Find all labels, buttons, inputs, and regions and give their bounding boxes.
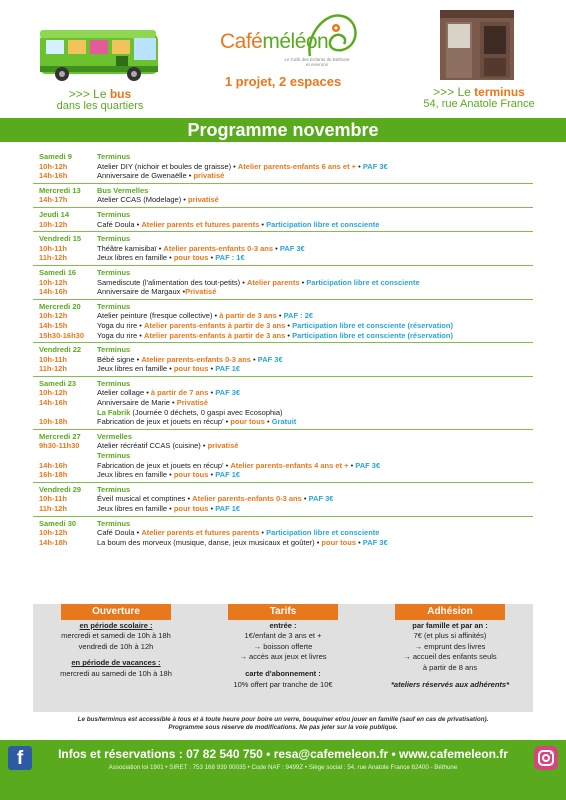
event-text: •	[208, 504, 216, 513]
event-text: •	[355, 537, 363, 547]
event-text: •	[208, 470, 216, 480]
event-time: 14h-16h	[39, 398, 68, 408]
price-tag: PAF 1€	[215, 470, 241, 480]
event-time: 10h-12h	[39, 161, 68, 171]
event-text: La boum des morveux (musique, danse, jeux musicaux et goûter) •	[97, 537, 322, 547]
price-tag: PAF 3€	[279, 243, 305, 253]
day-name: Mercredi 20	[39, 301, 81, 311]
event-time: 14h-16h	[39, 171, 68, 181]
event-time: 14h-16h	[39, 460, 68, 470]
event-description	[97, 398, 533, 408]
event-text: •	[273, 243, 280, 253]
contact-line: Infos et réservations : 07 82 540 750 • resa@cafemeleon.fr • www.cafemeleon.fr	[58, 747, 508, 761]
day-location: Terminus	[97, 267, 131, 277]
bus-illustration	[38, 20, 162, 84]
audience-tag: Privatisé	[185, 287, 217, 297]
event-description	[97, 162, 533, 172]
event-row	[33, 470, 533, 480]
day-location: Vermelles	[97, 431, 133, 441]
event-time: 10h-12h	[39, 388, 68, 398]
day-block	[33, 150, 533, 183]
event-text: •	[264, 417, 272, 427]
day-location: Terminus	[97, 345, 131, 355]
day-block	[33, 429, 533, 482]
audience-tag: privatisé	[188, 195, 219, 205]
logo-word-2: méléon	[262, 30, 329, 53]
logo-wordmark	[220, 30, 328, 54]
event-description	[97, 311, 533, 321]
terminus-caption	[404, 86, 554, 110]
event-description	[97, 331, 533, 341]
day-name: Samedi 16	[39, 267, 77, 277]
event-description	[97, 171, 533, 181]
event-row	[33, 162, 533, 172]
event-description	[97, 461, 533, 471]
venue-tag: La Fabrik	[97, 407, 131, 417]
info-ouverture	[33, 604, 199, 712]
audience-tag: à partir de 3 ans	[219, 311, 277, 321]
event-text: Atelier DIY (nichoir et boules de graisse) •	[97, 161, 238, 171]
event-row	[33, 287, 533, 297]
event-text: Jeux libres en famille •	[97, 470, 174, 480]
day-header-row	[33, 519, 533, 529]
ouverture-line-2: vendredi de 10h à 12h	[78, 641, 154, 651]
day-header-row	[33, 379, 533, 389]
day-header-row	[33, 210, 533, 220]
day-header-row	[33, 345, 533, 355]
event-text: Fabrication de jeux et jouets en récup' •	[97, 417, 231, 427]
tarifs-line-1: 1€/enfant de 3 ans et +	[244, 631, 322, 641]
event-description	[97, 408, 533, 418]
tarifs-line-3: → accès aux jeux et livres	[239, 652, 327, 662]
tarifs-heading-card: carte d'abonnement :	[245, 668, 321, 678]
logo-tagline: Le Café des Enfants de Béthune et environs	[284, 57, 350, 67]
event-text: Café Doula •	[97, 219, 142, 229]
event-description	[97, 195, 533, 205]
event-text: •	[276, 311, 284, 321]
day-name: Jeudi 14	[39, 209, 70, 219]
day-block	[33, 183, 533, 207]
disclaimer-line-1: Le bus/terminus est accessible à tous et à toute heure pour boire un verre, bouquiner et/ou jouer en famille (sauf en cas de privatisation).	[77, 716, 489, 723]
event-text: Anniversaire de Margaux •	[97, 287, 186, 297]
event-description	[97, 441, 533, 451]
adhesion-line-4: à partir de 8 ans	[422, 662, 478, 672]
day-name: Samedi 9	[39, 152, 72, 161]
event-description	[97, 287, 533, 297]
day-name: Vendredi 15	[39, 234, 82, 244]
audience-tag: Atelier parents et futures parents	[141, 219, 260, 229]
legal-line: Association loi 1901 • SIRET : 753 168 939 00035 • Code NAF : 9499Z • Siège social : 54, rue Anatole France 62400 - Béthune	[108, 764, 458, 771]
day-location: Terminus	[97, 484, 131, 494]
event-row	[33, 321, 533, 331]
event-location: Terminus	[97, 451, 131, 461]
day-name: Vendredi 29	[39, 484, 82, 494]
bus-caption-bold: bus	[109, 87, 132, 101]
event-description	[97, 538, 533, 548]
event-text: Théâtre kamisibaï •	[97, 243, 164, 253]
logo-word-1: Café	[220, 30, 263, 53]
audience-tag: Atelier parents-enfants à partir de 3 ans	[143, 330, 286, 340]
adhesion-line-3: → accueil des enfants seuls	[403, 652, 497, 662]
instagram-icon[interactable]	[534, 746, 558, 770]
audience-tag: Atelier parents	[246, 277, 300, 287]
audience-tag: pour tous	[321, 537, 356, 547]
header-tagline: 1 projet, 2 espaces	[224, 74, 342, 89]
event-text: Yoga du rire •	[97, 320, 144, 330]
bus-caption	[38, 88, 162, 112]
price-tag: PAF 1€	[215, 504, 241, 513]
event-description	[97, 417, 533, 427]
audience-tag: à partir de 7 ans	[150, 388, 209, 398]
event-description	[97, 220, 533, 230]
disclaimer-line-2: Programme sous réserve de modifications. Ne pas jeter sur la voie publique.	[168, 724, 398, 731]
event-time: 11h-12h	[39, 504, 67, 513]
event-row	[33, 461, 533, 471]
event-description	[97, 278, 533, 288]
day-header-row	[33, 186, 533, 196]
tarifs-title: Tarifs	[228, 604, 338, 620]
day-name: Samedi 30	[39, 518, 77, 528]
event-text: Atelier peinture (fresque collective) •	[97, 311, 220, 321]
day-name: Mercredi 27	[39, 431, 81, 441]
audience-tag: privatisé	[193, 171, 225, 181]
terminus-caption-bold: terminus	[474, 85, 525, 99]
price-tag: Gratuit	[271, 417, 297, 427]
day-block	[33, 299, 533, 342]
day-name: Mercredi 13	[39, 185, 81, 195]
event-text: Fabrication de jeux et jouets en récup' •	[97, 460, 231, 470]
event-time: 14h-17h	[39, 195, 68, 205]
info-adhesion	[367, 604, 533, 712]
event-description	[97, 355, 533, 365]
event-text: Atelier récréatif CCAS (cuisine) •	[97, 441, 208, 451]
event-row	[33, 494, 533, 504]
event-time: 11h-12h	[39, 253, 67, 263]
event-description	[97, 528, 533, 538]
price-tag: PAF : 1€	[215, 253, 245, 263]
ouverture-heading-holiday: en période de vacances :	[71, 658, 161, 668]
day-location: Bus Vermelles	[97, 185, 149, 195]
audience-tag: Atelier parents-enfants 0-3 ans	[192, 494, 302, 504]
price-tag: Participation libre et consciente	[306, 277, 420, 287]
event-text: •	[259, 219, 267, 229]
event-row	[33, 538, 533, 548]
price-tag: PAF 3€	[355, 460, 381, 470]
event-text: •	[250, 354, 258, 364]
disclaimer	[33, 716, 533, 732]
adhesion-note: *ateliers réservés aux adhérents*	[391, 679, 509, 689]
event-text: •	[356, 161, 363, 171]
header	[0, 0, 566, 118]
audience-tag: pour tous	[173, 470, 209, 480]
audience-tag: Atelier parents-enfants à partir de 3 ans	[143, 320, 286, 330]
event-time: 10h-12h	[39, 219, 68, 229]
event-row	[33, 364, 533, 374]
event-row	[33, 311, 533, 321]
terminus-address: 54, rue Anatole France	[423, 98, 535, 110]
event-description	[97, 494, 533, 504]
day-block	[33, 376, 533, 429]
event-text: •	[299, 277, 307, 287]
tarifs-heading-entry: entrée :	[269, 620, 297, 630]
day-block	[33, 265, 533, 299]
event-row	[33, 528, 533, 538]
day-block	[33, 482, 533, 516]
audience-tag: pour tous	[230, 417, 265, 427]
day-name: Vendredi 22	[39, 345, 82, 355]
price-tag: PAF 3€	[362, 161, 388, 171]
ouverture-heading-school: en période scolaire :	[79, 620, 153, 630]
event-time: 16h-18h	[39, 470, 68, 480]
footer	[0, 740, 566, 800]
ouverture-line-1: mercredi et samedi de 10h à 18h	[61, 631, 171, 641]
audience-tag: Atelier parents-enfants 0-3 ans	[163, 243, 274, 253]
price-tag: PAF 1€	[215, 364, 241, 374]
event-description	[97, 321, 533, 331]
event-description	[97, 364, 533, 374]
event-text: •	[285, 320, 293, 330]
day-name: Samedi 23	[39, 378, 77, 388]
audience-tag: Atelier parents-enfants 4 ans et +	[230, 460, 349, 470]
event-row	[33, 441, 533, 451]
event-row	[33, 171, 533, 181]
price-tag: Participation libre et consciente	[266, 219, 380, 229]
event-time: 15h30-16h30	[39, 330, 85, 340]
event-text: Yoga du rire •	[97, 330, 144, 340]
event-description	[97, 253, 533, 263]
event-time: 10h-18h	[39, 417, 68, 427]
event-row	[33, 220, 533, 230]
audience-tag: Privatisé	[176, 398, 209, 408]
audience-tag: pour tous	[173, 364, 209, 374]
day-location: Terminus	[97, 301, 131, 311]
event-time: 14h-15h	[39, 320, 68, 330]
day-location: Terminus	[97, 152, 131, 161]
event-time: 14h-18h	[39, 537, 68, 547]
price-tag: PAF 3€	[215, 388, 241, 398]
adhesion-title: Adhésion	[395, 604, 505, 620]
event-text: Jeux libres en famille •	[97, 364, 174, 374]
event-time: 11h-12h	[39, 364, 67, 374]
event-text: Bébé signe •	[97, 354, 142, 364]
event-text: Jeux libres en famille •	[97, 504, 174, 513]
price-tag: PAF 3€	[362, 537, 388, 547]
event-time	[33, 451, 97, 461]
event-time: 14h-16h	[39, 287, 68, 297]
terminus-caption-prefix: >>> Le	[433, 85, 475, 99]
day-block	[33, 516, 533, 550]
event-row	[33, 278, 533, 288]
event-time: 10h-12h	[39, 311, 68, 321]
event-text: •	[285, 330, 293, 340]
day-block	[33, 207, 533, 231]
bus-caption-prefix: >>> Le	[68, 87, 110, 101]
event-row	[33, 398, 533, 408]
audience-tag: Atelier parents-enfants 6 ans et +	[237, 161, 357, 171]
event-text: •	[348, 460, 356, 470]
day-header-row	[33, 485, 533, 495]
event-time: 10h-11h	[39, 243, 67, 253]
event-text: Atelier CCAS (Modelage) •	[97, 195, 188, 205]
event-description	[97, 504, 533, 514]
event-text: •	[208, 364, 216, 374]
audience-tag: Atelier parents-enfants 0-3 ans	[141, 354, 251, 364]
event-text: Café Doula •	[97, 528, 142, 538]
audience-tag: pour tous	[173, 504, 209, 513]
info-panel	[33, 604, 533, 712]
audience-tag: privatisé	[207, 441, 239, 451]
price-tag: Participation libre et consciente (réservation)	[292, 320, 453, 330]
facebook-icon[interactable]: f	[8, 746, 32, 770]
day-location: Terminus	[97, 234, 131, 244]
day-location: Terminus	[97, 378, 131, 388]
price-tag: Participation libre et consciente	[266, 528, 380, 538]
event-row	[33, 451, 533, 461]
event-row	[33, 331, 533, 341]
day-header-row	[33, 302, 533, 312]
event-time: 10h-12h	[39, 528, 68, 538]
event-description	[97, 388, 533, 398]
event-text: Anniversaire de Marie •	[97, 398, 177, 408]
event-text: •	[208, 388, 216, 398]
day-header-row	[33, 432, 533, 442]
event-text: •	[208, 253, 216, 263]
adhesion-line-1: 7€ (et plus si affinités)	[413, 631, 487, 641]
event-time	[33, 408, 97, 418]
event-row	[33, 244, 533, 254]
event-text: (Journée 0 déchets, 0 gaspi avec Ecosophia)	[130, 407, 283, 417]
bus-caption-sub: dans les quartiers	[56, 100, 144, 112]
event-description	[97, 244, 533, 254]
event-time: 10h-11h	[39, 354, 67, 364]
event-description	[97, 470, 533, 480]
event-text: Anniversaire de Gwenaëlle •	[97, 171, 194, 181]
event-time: 10h-12h	[39, 277, 68, 287]
event-text: Jeux libres en famille •	[97, 253, 174, 263]
price-tag: PAF 3€	[257, 354, 283, 364]
day-block	[33, 342, 533, 376]
tarifs-line-2: → boisson offerte	[253, 641, 313, 651]
day-location: Terminus	[97, 209, 131, 219]
event-time: 10h-11h	[39, 494, 67, 504]
event-text: Samediscute (l'alimentation des tout-petits) •	[97, 277, 247, 287]
event-text: •	[259, 528, 267, 538]
day-block	[33, 231, 533, 265]
event-text: •	[301, 494, 309, 504]
event-text: Atelier collage •	[97, 388, 151, 398]
ouverture-title: Ouverture	[61, 604, 171, 620]
day-header-row	[33, 152, 533, 162]
info-tarifs	[200, 604, 366, 712]
event-text: Éveil musical et comptines •	[97, 494, 193, 504]
price-tag: PAF 3€	[308, 494, 334, 504]
event-row	[33, 388, 533, 398]
event-row	[33, 253, 533, 263]
event-row	[33, 417, 533, 427]
adhesion-line-2: → emprunt des livres	[414, 641, 486, 651]
programme-list	[33, 150, 533, 549]
audience-tag: pour tous	[173, 253, 209, 263]
event-row	[33, 504, 533, 514]
price-tag: PAF : 2€	[283, 311, 314, 321]
terminus-door-photo	[440, 10, 514, 80]
day-location: Terminus	[97, 518, 131, 528]
day-header-row	[33, 268, 533, 278]
programme-title: Programme novembre	[0, 118, 566, 142]
event-row	[33, 355, 533, 365]
adhesion-heading: par famille et par an :	[412, 620, 488, 630]
price-tag: Participation libre et consciente (réservation)	[292, 330, 453, 340]
day-header-row	[33, 234, 533, 244]
event-row	[33, 408, 533, 418]
ouverture-line-3: mercredi au samedi de 10h à 18h	[60, 668, 172, 678]
audience-tag: Atelier parents et futures parents	[141, 528, 260, 538]
event-time: 9h30-11h30	[39, 441, 80, 451]
event-row	[33, 195, 533, 205]
tarifs-line-4: 10% offert par tranche de 10€	[233, 679, 333, 689]
cafemeleon-logo	[214, 6, 364, 70]
